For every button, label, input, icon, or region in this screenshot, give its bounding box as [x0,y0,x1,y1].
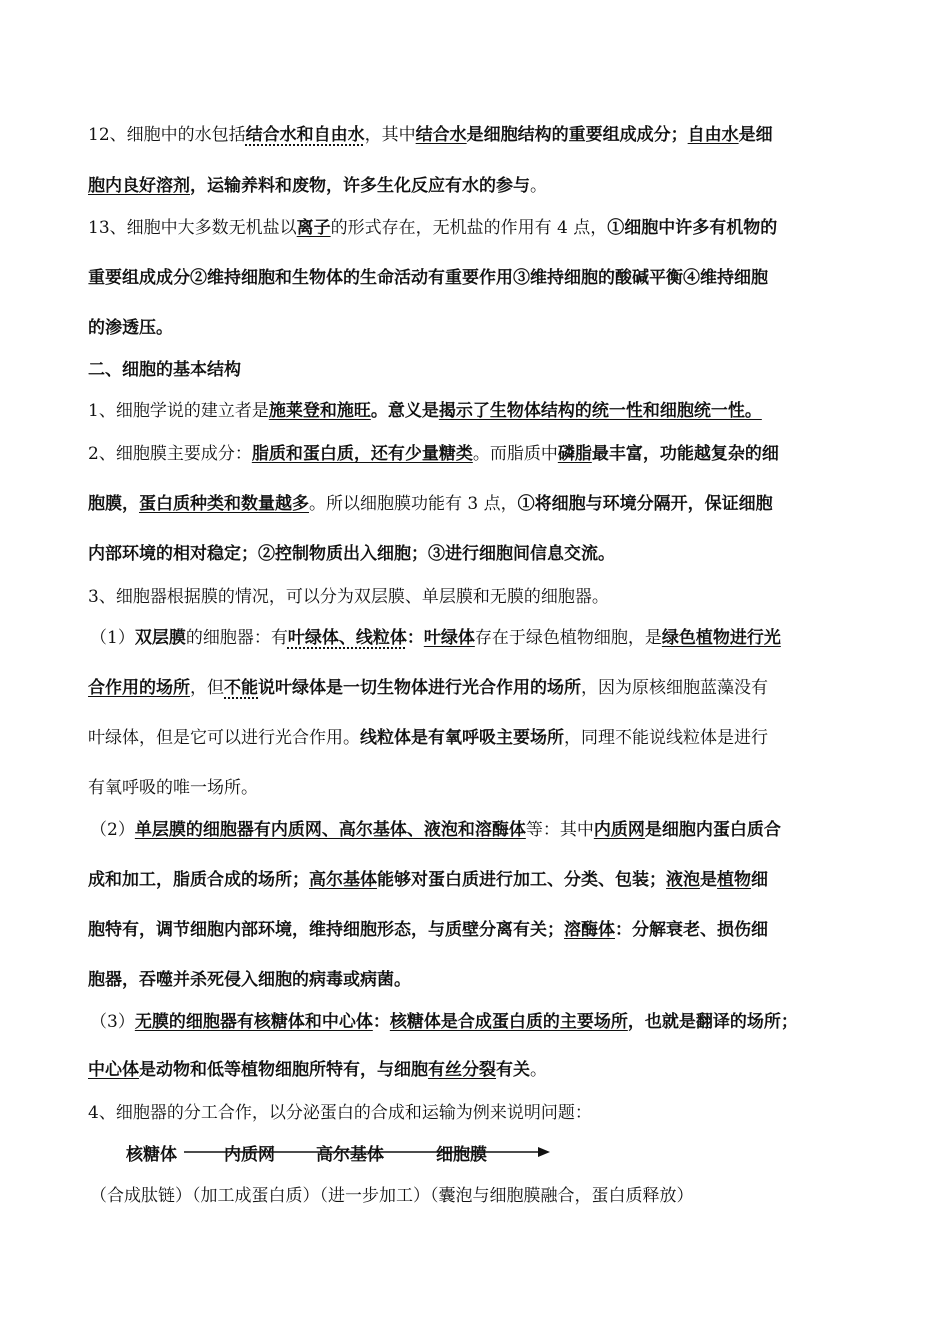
item-3-2-line3 [88,918,768,942]
text: 的细胞器：有 [185,628,288,648]
text: 能够对蛋白质进行加工、分类、包装； [377,870,666,890]
item-3-1-line1 [90,626,781,650]
secretion-flow-diagram [126,1140,556,1170]
keyword: 绿色植物进行光 [661,628,781,648]
section-heading: 二、细胞的基本结构 [88,360,241,380]
flow-step: 内质网 [224,1145,275,1165]
keyword: 无膜的细胞器有核糖体和中心体 [134,1012,373,1032]
keyword: 结合水 [415,125,467,145]
text: 有关 [496,1060,530,1080]
text: ，也就是翻译的场所； [627,1012,798,1032]
text: 。而脂质中 [472,444,558,464]
flow-step: 细胞膜 [436,1145,487,1165]
item-3-intro: 3、细胞器根据膜的情况，可以分为双层膜、单层膜和无膜的细胞器。 [88,587,609,607]
para-13-line1 [88,216,777,240]
text: 。 [530,1060,547,1080]
keyword: 单层膜的细胞器有内质网、高尔基体、液泡和溶酶体 [134,820,526,840]
item-3-2-line4: 胞器，吞噬并杀死侵入细胞的病毒或病菌。 [88,970,411,990]
keyword: 有丝分裂 [428,1060,496,1080]
text: 成和加工，脂质合成的场所； [88,870,309,890]
keyword: 核糖体是合成蛋白质的主要场所 [389,1012,628,1032]
flow-notes: （合成肽链）（加工成蛋白质）（进一步加工）（囊泡与细胞膜融合，蛋白质释放） [90,1186,694,1206]
keyword: 高尔基体 [309,870,377,890]
text: 。所以细胞膜功能有 3 点， [309,494,518,514]
text: ，运输养料和废物，许多生化反应有水的参与 [190,176,530,196]
keyword: 植物 [717,870,751,890]
text: 双层膜 [134,628,186,648]
keyword: 胞内良好溶剂 [88,176,190,196]
item-3-2-line2 [88,868,768,892]
text: 等：其中 [525,820,594,840]
item-3-1-line3 [88,726,768,750]
keyword: 脂质和蛋白质，还有少量糖类 [251,444,473,464]
text: 是细 [738,125,773,145]
text: ①将细胞与环境分隔开，保证细胞 [517,494,773,514]
text: ：分解衰老、损伤细 [615,920,768,940]
keyword: 磷脂 [557,444,592,464]
text: （1） [90,628,135,648]
text: 。 [530,176,547,196]
text: ①细胞中许多有机物的 [607,218,778,238]
text: 胞膜， [88,494,139,514]
text: 。意义是 [370,401,439,421]
keyword: 叶绿体、线粒体 [287,628,407,648]
item-3-1-line2 [88,676,768,700]
text: 最丰富，功能越复杂的细 [591,444,779,464]
item-1 [88,399,762,423]
text: 是细胞内蛋白质合 [644,820,781,840]
text: 是动物和低等植物细胞所特有，与细胞 [139,1060,428,1080]
text: （3） [90,1012,135,1032]
text: 胞特有，调节细胞内部环境，维持细胞形态，与质壁分离有关； [88,920,564,940]
text: 13、细胞中大多数无机盐以 [88,218,297,238]
text: 的形式存在，无机盐的作用有 4 点， [330,218,608,238]
keyword: 叶绿体 [423,628,475,648]
keyword: 不能 [224,678,258,698]
text: 叶绿体，但是它可以进行光合作用。 [88,728,360,748]
text: ，同理不能说线粒体是进行 [564,728,768,748]
text: 存在于绿色植物细胞，是 [474,628,662,648]
text: ，其中 [364,125,416,145]
text: 说叶绿体是一切生物体进行光合作用的场所 [258,678,581,698]
keyword: 施莱登和施旺 [268,401,371,421]
text: 2、细胞膜主要成分： [88,444,252,464]
item-2-line2 [88,492,773,516]
keyword: 揭示了生物体结构的统一性和细胞统一性。 [438,401,762,421]
para-12-line2 [88,174,547,198]
keyword: 蛋白质种类和数量越多 [139,494,309,514]
keyword: 离子 [296,218,331,238]
para-13-line3: 的渗透压。 [88,318,173,338]
text: 是 [700,870,717,890]
item-3-3-line1 [90,1010,798,1034]
flow-step: 核糖体 [126,1145,177,1165]
keyword: 结合水和自由水 [245,125,365,145]
flow-step: 高尔基体 [316,1145,384,1165]
text: ，因为原核细胞蓝藻没有 [581,678,768,698]
text: 12、细胞中的水包括 [88,125,246,145]
text: ，但 [190,678,224,698]
item-3-2-line1 [90,818,781,842]
item-3-1-line4: 有氧呼吸的唯一场所。 [88,778,258,798]
text: 线粒体是有氧呼吸主要场所 [360,728,564,748]
text: ： [372,1012,390,1032]
para-12-line1 [88,123,773,147]
item-3-3-line2 [88,1058,547,1082]
text: （2） [90,820,135,840]
text: 细 [751,870,768,890]
keyword: 液泡 [666,870,700,890]
keyword: 自由水 [687,125,739,145]
keyword: 合作用的场所 [88,678,190,698]
text: 1、细胞学说的建立者是 [88,401,269,421]
text: ： [406,628,424,648]
item-2-line3: 内部环境的相对稳定；②控制物质出入细胞；③进行细胞间信息交流。 [88,544,615,564]
keyword: 内质网 [593,820,645,840]
item-4-intro: 4、细胞器的分工合作，以分泌蛋白的合成和运输为例来说明问题： [88,1103,592,1123]
item-2-line1 [88,442,779,466]
keyword: 中心体 [88,1060,139,1080]
para-13-line2: 重要组成成分②维持细胞和生物体的生命活动有重要作用③维持细胞的酸碱平衡④维持细胞 [88,268,768,288]
text: 是细胞结构的重要组成成分； [466,125,688,145]
keyword: 溶酶体 [564,920,615,940]
